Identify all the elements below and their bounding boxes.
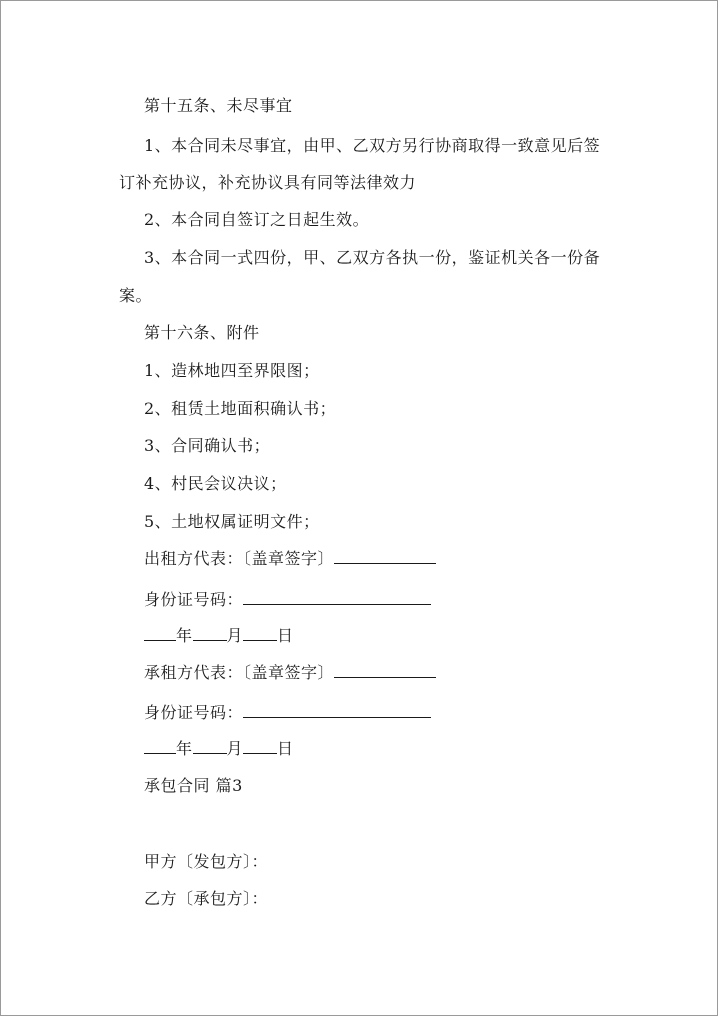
article-16-item-5: 5、土地权属证明文件；	[144, 512, 320, 531]
party-a-label: 甲方〔发包方〕：	[144, 852, 269, 871]
lessor-id-label: 身份证号码：	[144, 590, 244, 609]
lessee-day-blank	[243, 739, 277, 754]
day-label: 日	[277, 739, 294, 758]
article-15-item-3-line-1: 3、本合同一式四份，甲、乙双方各执一份，鉴证机关各一份备	[144, 248, 601, 267]
year-label: 年	[176, 626, 193, 645]
lessor-signature-row	[144, 549, 436, 569]
year-label: 年	[176, 739, 193, 758]
article-15-title: 第十五条、未尽事宜	[144, 96, 293, 115]
article-15-item-2: 2、本合同自签订之日起生效。	[144, 210, 370, 229]
lessee-signature-blank	[334, 663, 436, 678]
lessor-day-blank	[243, 626, 277, 641]
party-b-label: 乙方〔承包方〕：	[144, 889, 269, 908]
article-16-item-4: 4、村民会议决议；	[144, 474, 287, 493]
article-16-title: 第十六条、附件	[144, 323, 260, 342]
article-15-item-1-line-1: 1、本合同未尽事宜，由甲、乙双方另行协商取得一致意见后签	[144, 136, 601, 155]
article-16-item-3: 3、合同确认书；	[144, 436, 271, 455]
lessor-date-row	[144, 626, 294, 646]
article-15-item-3-line-2: 案。	[119, 286, 153, 305]
lessee-month-blank	[193, 739, 227, 754]
lessee-id-label: 身份证号码：	[144, 703, 244, 722]
month-label: 月	[226, 739, 244, 758]
lessee-year-blank	[144, 739, 176, 754]
lessor-signature-blank	[334, 549, 436, 564]
lessee-rep-label: 承租方代表：〔盖章签字〕	[144, 663, 335, 682]
lessor-month-blank	[193, 626, 227, 641]
lessor-id-row	[144, 590, 431, 610]
lessor-id-blank	[243, 590, 431, 605]
article-15-item-1-line-2: 订补充协议，补充协议具有同等法律效力	[119, 173, 417, 192]
lessee-signature-row	[144, 663, 436, 683]
day-label: 日	[277, 626, 294, 645]
month-label: 月	[226, 626, 244, 645]
lessor-year-blank	[144, 626, 176, 641]
article-16-item-1: 1、造林地四至界限图；	[144, 361, 320, 380]
lessee-date-row	[144, 739, 294, 759]
lessee-id-blank	[243, 703, 431, 718]
contract-3-title: 承包合同 篇3	[144, 776, 243, 795]
lessor-rep-label: 出租方代表：〔盖章签字〕	[144, 549, 335, 568]
lessee-id-row	[144, 703, 431, 723]
article-16-item-2: 2、租赁土地面积确认书；	[144, 399, 337, 418]
